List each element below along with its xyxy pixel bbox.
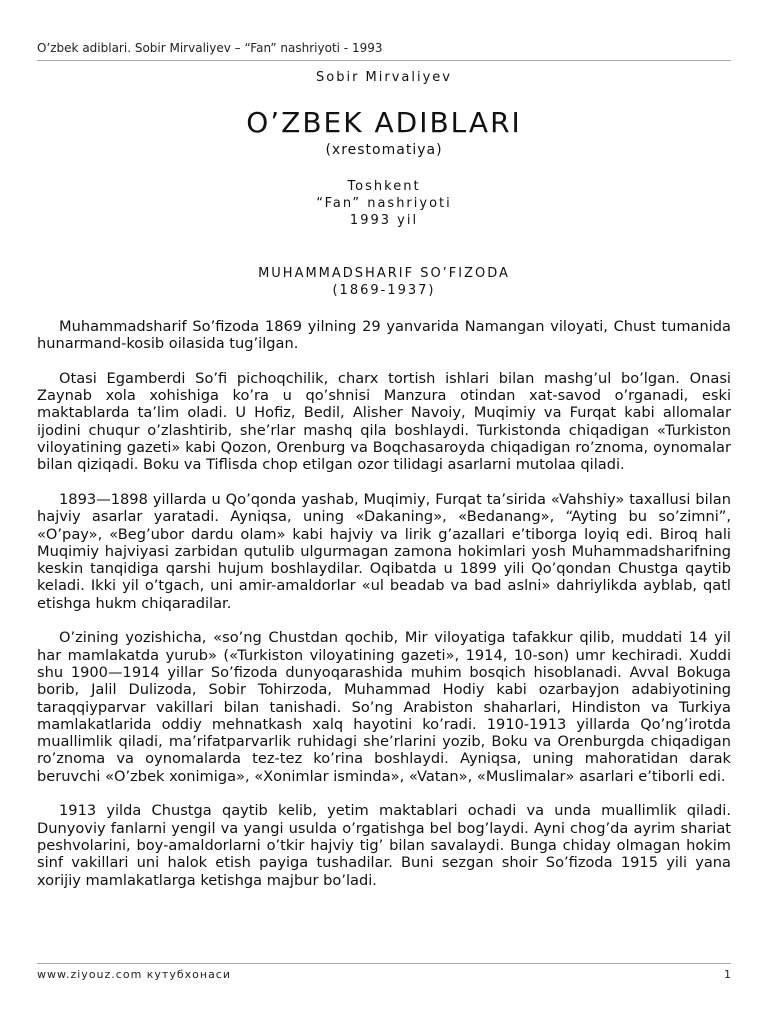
publication-info bbox=[37, 178, 731, 229]
publisher-name: “Fan” nashriyoti bbox=[316, 196, 452, 211]
section-heading-block bbox=[37, 265, 731, 299]
page-number: 1 bbox=[724, 968, 731, 981]
body-text bbox=[37, 318, 731, 906]
footer-divider bbox=[37, 963, 731, 964]
running-header: O’zbek adiblari. Sobir Mirvaliyev – “Fan” nashriyoti - 1993 bbox=[37, 41, 383, 55]
paragraph: O’zining yozishicha, «so’ng Chustdan qochib, Mir viloyatiga tafakkur qilib, muddati 14 yil har mamlakatda yurub» («Turkiston viloyatining gazeti», 1914, 10-son) umr kechiradi. Xuddi shu 1900—1914 yillar So’fizoda dunyoqarashida muhim bosqich hisoblanadi. Avval Bokuga borib, Jalil Dulizoda, Sobir Tohirzoda, Muhammad Hodiy kabi ozarbayjon adabiyotining taraqqiyparvar vakillari bilan tanishadi. So’ng Arabiston shaharlari, Hindiston va Turkiya mamlakatlarida oddiy mehnatkash xalq hayotini ko’radi. 1910-1913 yillarda Qo’ng’irotda muallimlik qiladi, ma’rifatparvarlik ruhidagi she’rlarini yozib, Boku va Orenburgda chiqadigan ro’znoma va oynomalarda tez-tez ko’rina boshlaydi. Ayniqsa, uning mahoratidan darak beruvchi «O’zbek xonimiga», «Xonimlar isminda», «Vatan», «Muslimalar» asarlari e’tiborli edi. bbox=[37, 629, 731, 785]
book-title: O’ZBEK ADIBLARI bbox=[246, 106, 522, 139]
paragraph: Otasi Egamberdi So’fi pichoqchilik, charx tortish ishlari bilan mashg’ul bo’lgan. Onasi Zaynab xola xohishiga ko’ra u qo’shnisi Manzura otindan xat-savod o’rganadi, eski maktablarda ta’lim oladi. U Hofiz, Bedil, Alisher Navoiy, Muqimiy va Furqat kabi allomalar ijodini chuqur o’zlashtirib, she’rlar mashq qila boshlaydi. Turkistonda chiqadigan «Turkiston viloyatining gazeti» kabi Qozon, Orenburg va Boqchasaroyda chiqadigan ro’znoma, oynomalar bilan qiziqadi. Boku va Tiflisda chop etilgan ozor tilidagi asarlarni mutolaa qiladi. bbox=[37, 369, 731, 474]
book-author: Sobir Mirvaliyev bbox=[316, 70, 452, 85]
section-dates: (1869-1937) bbox=[332, 283, 436, 298]
paragraph: 1893—1898 yillarda u Qo’qonda yashab, Muqimiy, Furqat ta’sirida «Vahshiy» taxallusi bilan hajviy asarlar yaratadi. Ayniqsa, uning «Dakaning», «Bedanang», “Ayting bu so’zimni”, «O’pay», «Beg’ubor dardu olam» kabi hajviy va lirik g’azallari e’tiborga loyiq edi. Biroq hali Muqimiy hajviyasi zarbidan qutulib ulgurmagan zamona hokimlari yosh Muhammadsharifning keskin tanqidiga qarshi hujum boshlaydilar. Oqibatda u 1899 yili Qo’qondan Chustga qaytib keladi. Ikki yil o’tgach, uni amir-amaldorlar «ul beadab va bad aslni» dahriylikda ayblab, qatl etishga hukm chiqaradilar. bbox=[37, 490, 731, 612]
publication-year: 1993 yil bbox=[349, 213, 419, 228]
section-heading: MUHAMMADSHARIF SO’FIZODA bbox=[258, 266, 510, 281]
publication-city: Toshkent bbox=[347, 179, 421, 194]
footer-site: www.ziyouz.com кутубхонаси bbox=[37, 968, 232, 981]
header-divider bbox=[37, 60, 731, 61]
paragraph: Muhammadsharif So’fizoda 1869 yilning 29 yanvarida Namangan viloyati, Chust tumanida hunarmand-kosib oilasida tug’ilgan. bbox=[37, 318, 731, 353]
book-subtitle: (xrestomatiya) bbox=[325, 142, 443, 158]
paragraph: 1913 yilda Chustga qaytib kelib, yetim maktablari ochadi va unda muallimlik qiladi. Dunyoviy fanlarni yengil va yangi usulda o’rgatishga bel bog’laydi. Ayni chog’da ayrim shariat peshvolarini, boy-amaldorlarni o’tkir hajviy tig’ bilan savalaydi. Bunga chiday olmagan hokim sinf vakillari uni halok etish payiga tushadilar. Buni sezgan shoir So’fizoda 1915 yili yana xorijiy mamlakatlarga ketishga majbur bo’ladi. bbox=[37, 802, 731, 889]
